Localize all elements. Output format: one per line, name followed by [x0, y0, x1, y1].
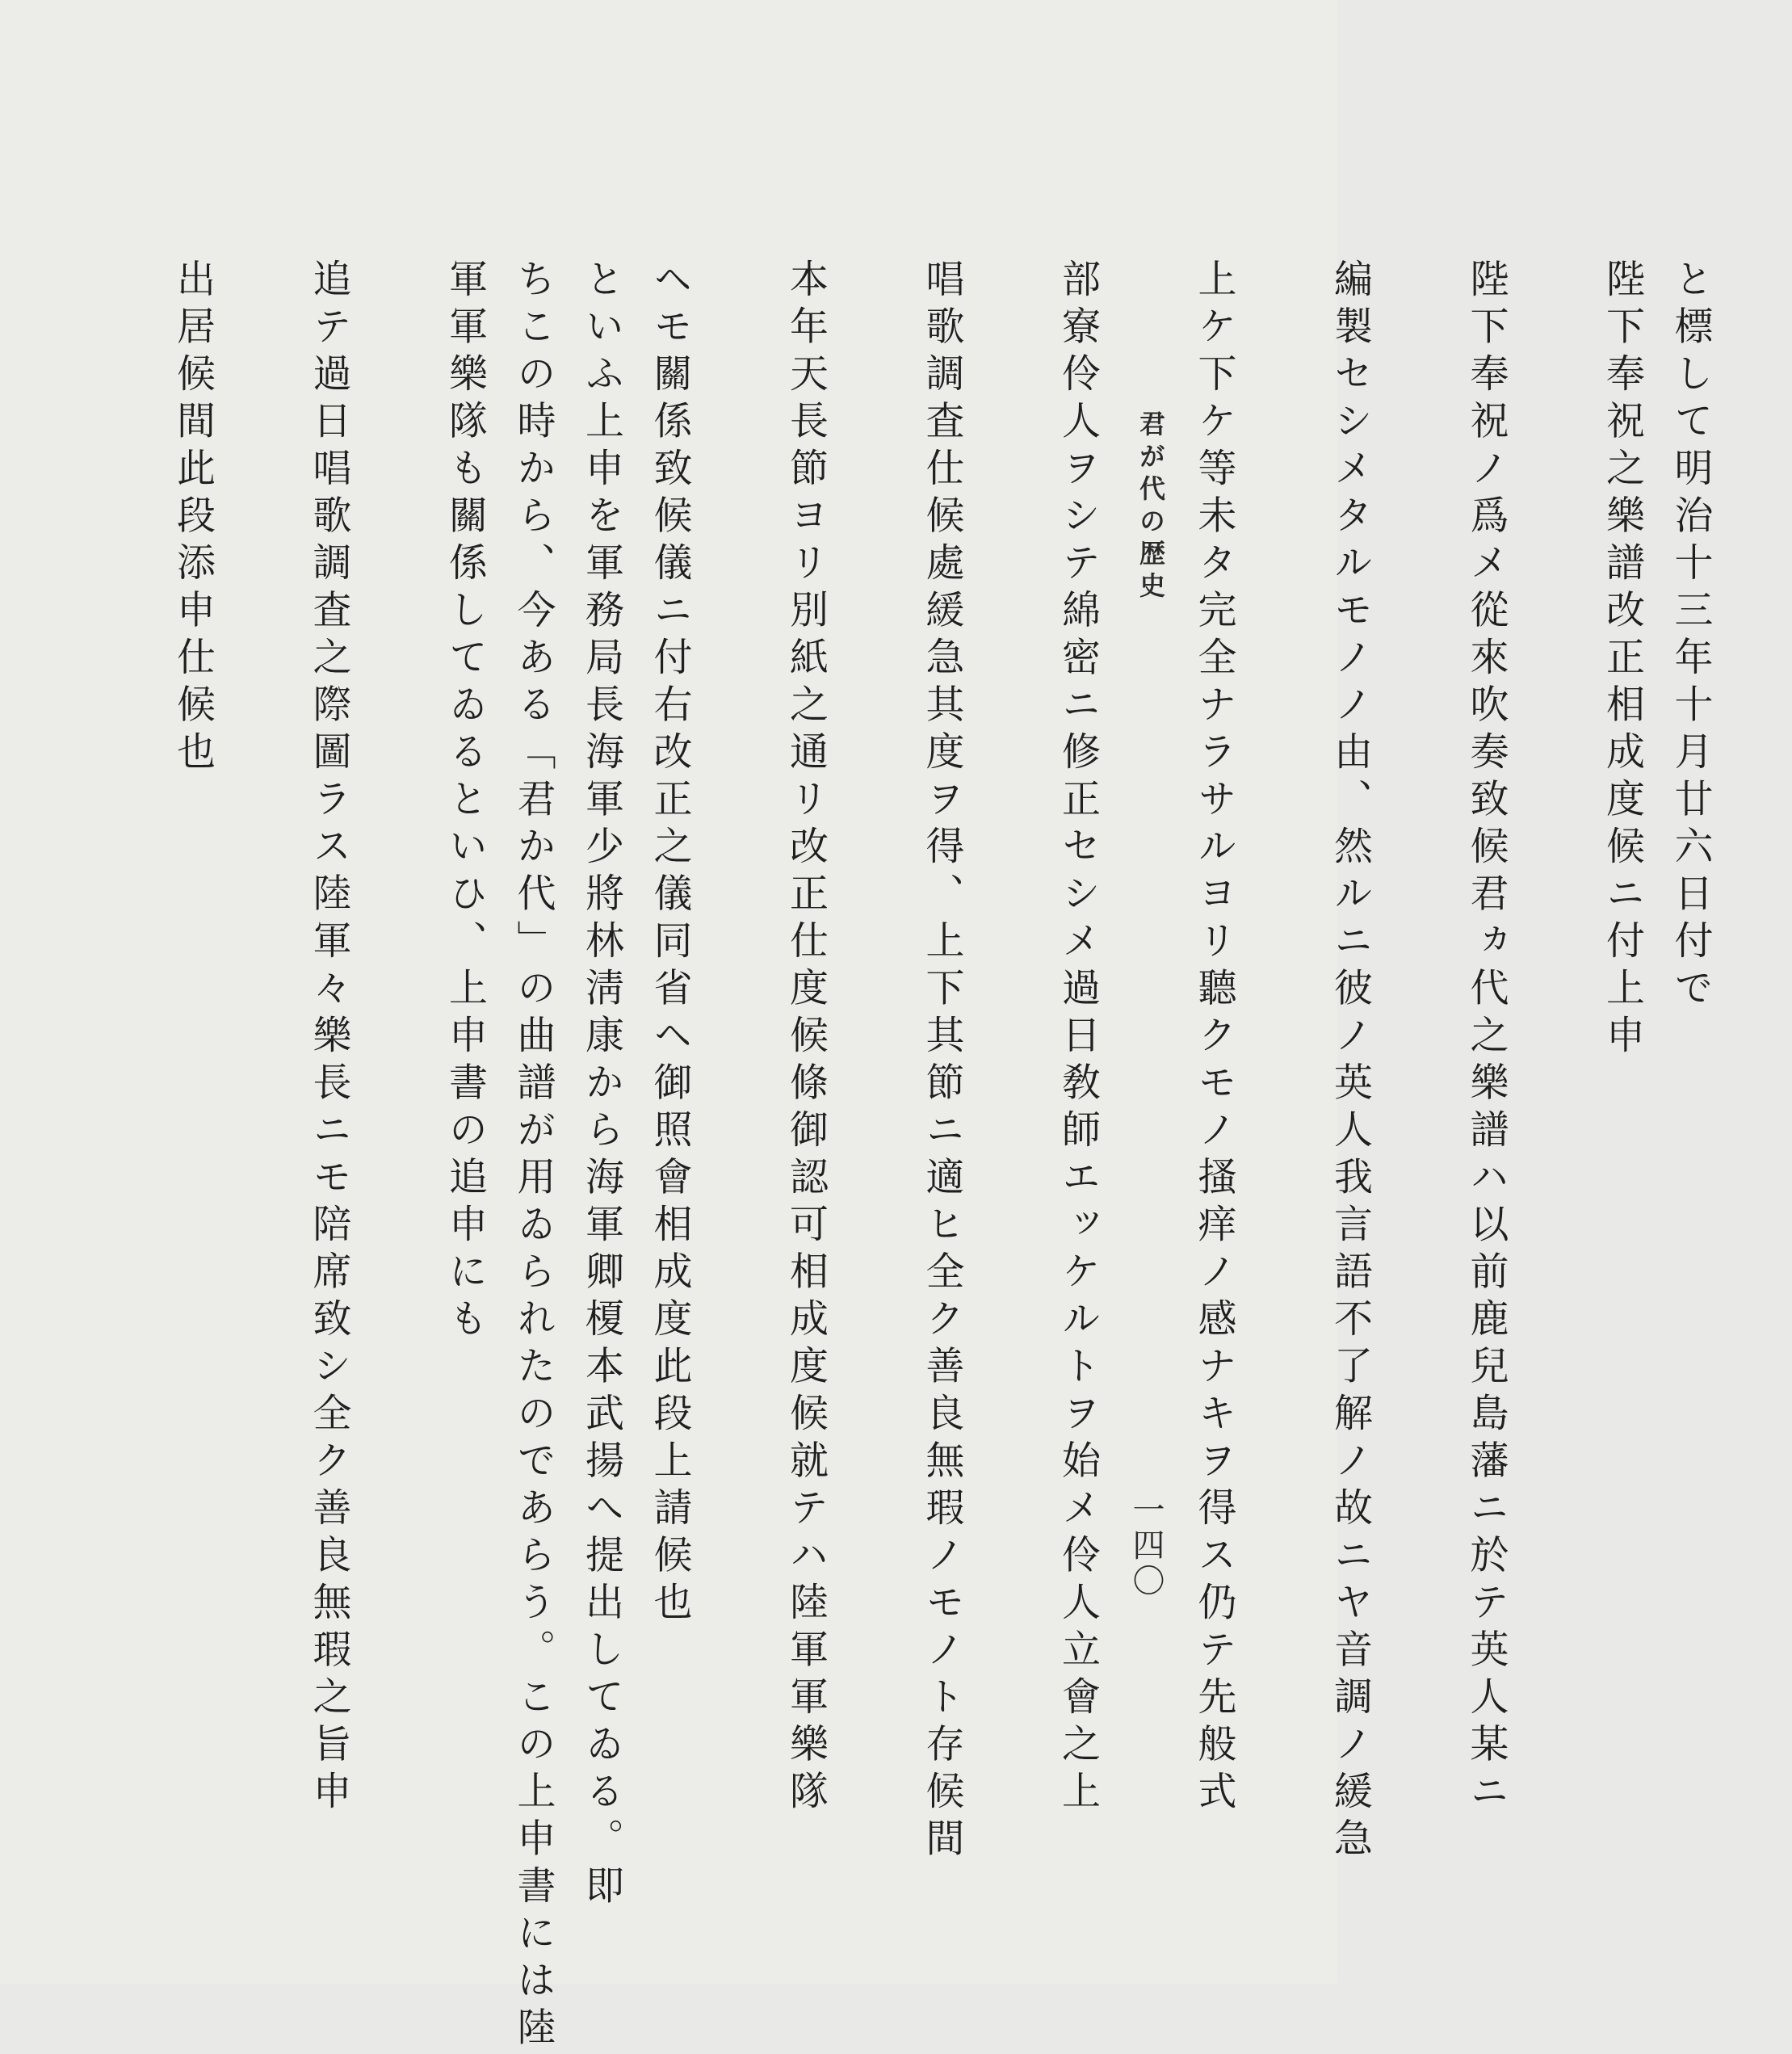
text-column: ちこの時から、今ある「君か代」の曲譜が用ゐられたのであらう。この上申書には陸 [499, 258, 568, 1809]
running-title: 君が代の歴史 [1113, 410, 1169, 604]
text-column: 軍軍樂隊も關係してゐるといひ、上申書の追申にも [430, 258, 499, 1809]
page-number: 一四〇 [1113, 1493, 1169, 1599]
text-column: ヘモ關係致候儀ニ付右改正之儀同省ヘ御照會相成度此段上請候也 [636, 258, 772, 1809]
text-column: 部寮伶人ヲシテ綿密ニ修正セシメ過日敎師エッケルトヲ始メ伶人立會之上 [1043, 258, 1180, 1809]
text-column: といふ上申を軍務局長海軍少將林淸康から海軍卿榎本武揚へ提出してゐる。即 [567, 258, 636, 1809]
text-column: 唱歌調査仕候處緩急其度ヲ得、上下其節ニ適ヒ全ク善良無瑕ノモノト存候間 [908, 258, 1044, 1809]
text-column: 本年天長節ヨリ別紙之通リ改正仕度候條御認可相成度候就テハ陸軍軍樂隊 [771, 258, 908, 1809]
text-column: 編製セシメタルモノノ由、然ルニ彼ノ英人我言語不了解ノ故ニヤ音調ノ緩急 [1316, 258, 1452, 1809]
text-column: 陛下奉祝之樂譜改正相成度候ニ付上申 [1588, 258, 1656, 1809]
text-column: と標して明治十三年十月廿六日付で [1656, 258, 1792, 1809]
text-column: 出居候間此段添申仕候也 [158, 258, 295, 1809]
vertical-body-text [158, 258, 1792, 1809]
text-column: 陛下奉祝ノ爲メ從來吹奏致候君ヵ代之樂譜ハ以前鹿兒島藩ニ於テ英人某ニ [1452, 258, 1588, 1809]
text-column: 上ケ下ケ等未タ完全ナラサルヨリ聽クモノ搔痒ノ感ナキヲ得ス仍テ先般式 [1180, 258, 1316, 1809]
text-column: 追テ過日唱歌調査之際圖ラス陸軍々樂長ニモ陪席致シ全ク善良無瑕之旨申 [295, 258, 431, 1809]
